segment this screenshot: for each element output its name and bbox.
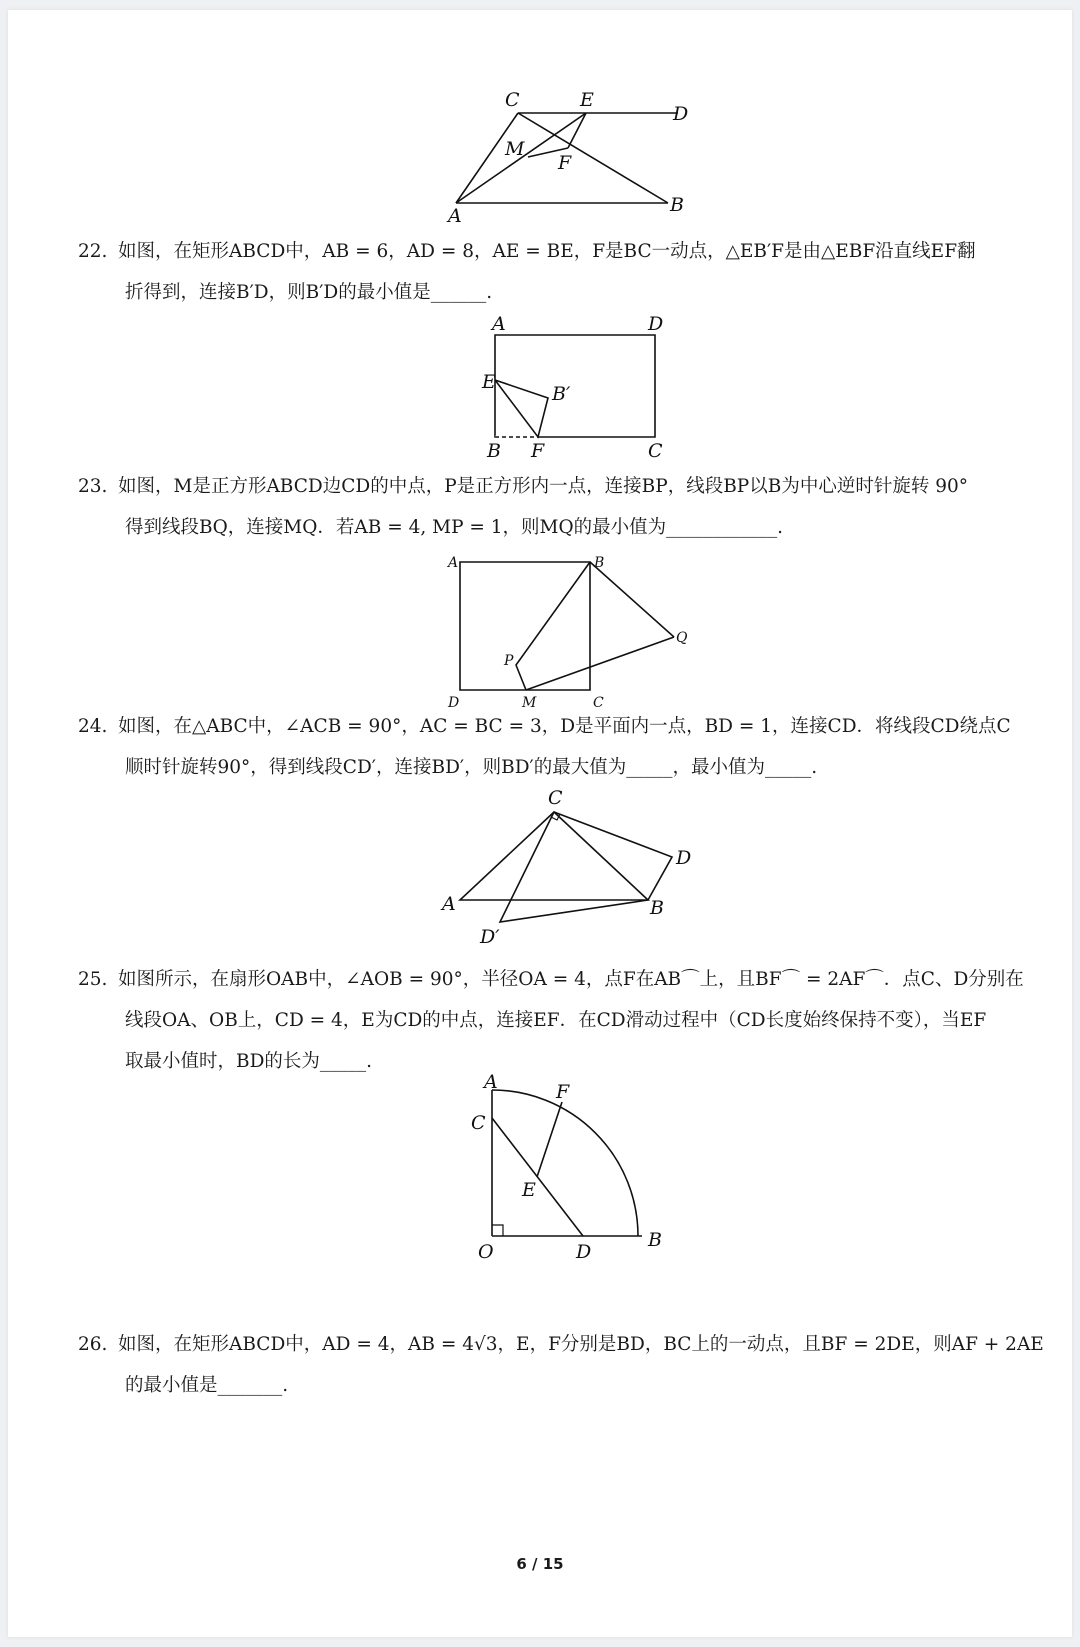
problem-text: 得到线段BQ，连接MQ．若AB = 4, MP = 1，则MQ的最小值为____________. [125, 517, 784, 538]
problem-24 [78, 706, 1028, 788]
fig21-label-b: B [670, 194, 684, 216]
problem-26 [78, 1324, 1044, 1406]
fig24-label-b: B [650, 897, 664, 919]
fig22-label-a: A [492, 313, 506, 335]
fig21-label-a: A [448, 205, 462, 227]
fig25-label-b: B [648, 1229, 662, 1251]
problem-text: 如图，在矩形ABCD中，AB = 6，AD = 8，AE = BE，F是BC一动点，△EB′F是由△EBF沿直线EF翻 [118, 241, 976, 262]
fig22-label-f: F [531, 440, 545, 462]
fig22-label-bprime: B′ [552, 383, 571, 405]
fig23-label-d: D [448, 695, 460, 711]
fig25-label-o: O [478, 1241, 494, 1263]
problem-number: 24. [78, 716, 108, 737]
fig23-label-a: A [448, 555, 459, 571]
figure-23 [8, 550, 1072, 710]
problem-number: 23. [78, 476, 108, 497]
problem-text: 折得到，连接B′D，则B′D的最小值是______. [125, 282, 493, 303]
fig21-label-e: E [580, 89, 594, 111]
problem-text: 顺时针旋转90°，得到线段CD′，连接BD′，则BD′的最大值为_____，最小值为_____. [125, 757, 818, 778]
figure-24 [8, 787, 1072, 965]
problem-number: 25. [78, 969, 108, 990]
fig23-label-q: Q [676, 630, 688, 646]
figure-22 [8, 313, 1072, 462]
fig23-label-p: P [504, 653, 514, 669]
figure-21 [8, 10, 1072, 230]
fig25-label-d: D [576, 1241, 592, 1263]
fig21-label-c: C [505, 89, 520, 111]
problem-text: 取最小值时，BD的长为_____. [125, 1051, 373, 1072]
problem-text: 如图所示，在扇形OAB中，∠AOB = 90°，半径OA = 4，点F在AB⌒上，且BF⌒ = 2AF⌒．点C、D分别在 [118, 969, 1024, 990]
fig25-label-a: A [484, 1071, 498, 1093]
problem-text: 线段OA、OB上，CD = 4，E为CD的中点，连接EF．在CD滑动过程中（CD长度始终保持不变），当EF [125, 1010, 987, 1031]
fig23-label-c: C [593, 695, 604, 711]
problem-text: 如图，M是正方形ABCD边CD的中点，P是正方形内一点，连接BP，线段BP以B为中心逆时针旋转 90° [118, 476, 969, 497]
fig22-label-b: B [487, 440, 501, 462]
fig25-label-e: E [522, 1179, 536, 1201]
fig25-label-c: C [471, 1112, 486, 1134]
fig24-label-a: A [442, 893, 456, 915]
fig22-label-d: D [648, 313, 664, 335]
fig24-label-c: C [548, 787, 563, 809]
fig21-label-f: F [558, 152, 572, 174]
fig24-label-dprime: D′ [480, 926, 500, 948]
problem-22 [78, 231, 1028, 313]
fig23-label-m: M [522, 695, 537, 711]
problem-23 [78, 466, 1028, 548]
problem-text: 如图，在矩形ABCD中，AD = 4，AB = 4√3，E，F分别是BD，BC上的一动点，且BF = 2DE，则AF + 2AE [118, 1334, 1044, 1355]
page-number: 6 / 15 [516, 1555, 564, 1573]
document-page [8, 10, 1072, 1637]
fig22-label-e: E [482, 371, 496, 393]
problem-text: 的最小值是_______. [125, 1375, 289, 1396]
problem-number: 22. [78, 241, 108, 262]
problem-25 [78, 959, 1028, 1082]
fig24-label-d: D [676, 847, 692, 869]
fig21-label-d: D [673, 103, 689, 125]
fig22-label-c: C [648, 440, 663, 462]
problem-number: 26. [78, 1334, 108, 1355]
figure-25 [8, 1071, 1072, 1270]
fig21-label-m: M [505, 138, 525, 160]
fig25-label-f: F [556, 1081, 570, 1103]
fig23-label-b: B [594, 555, 605, 571]
problem-text: 如图，在△ABC中，∠ACB = 90°，AC = BC = 3，D是平面内一点，BD = 1，连接CD．将线段CD绕点C [118, 716, 1011, 737]
